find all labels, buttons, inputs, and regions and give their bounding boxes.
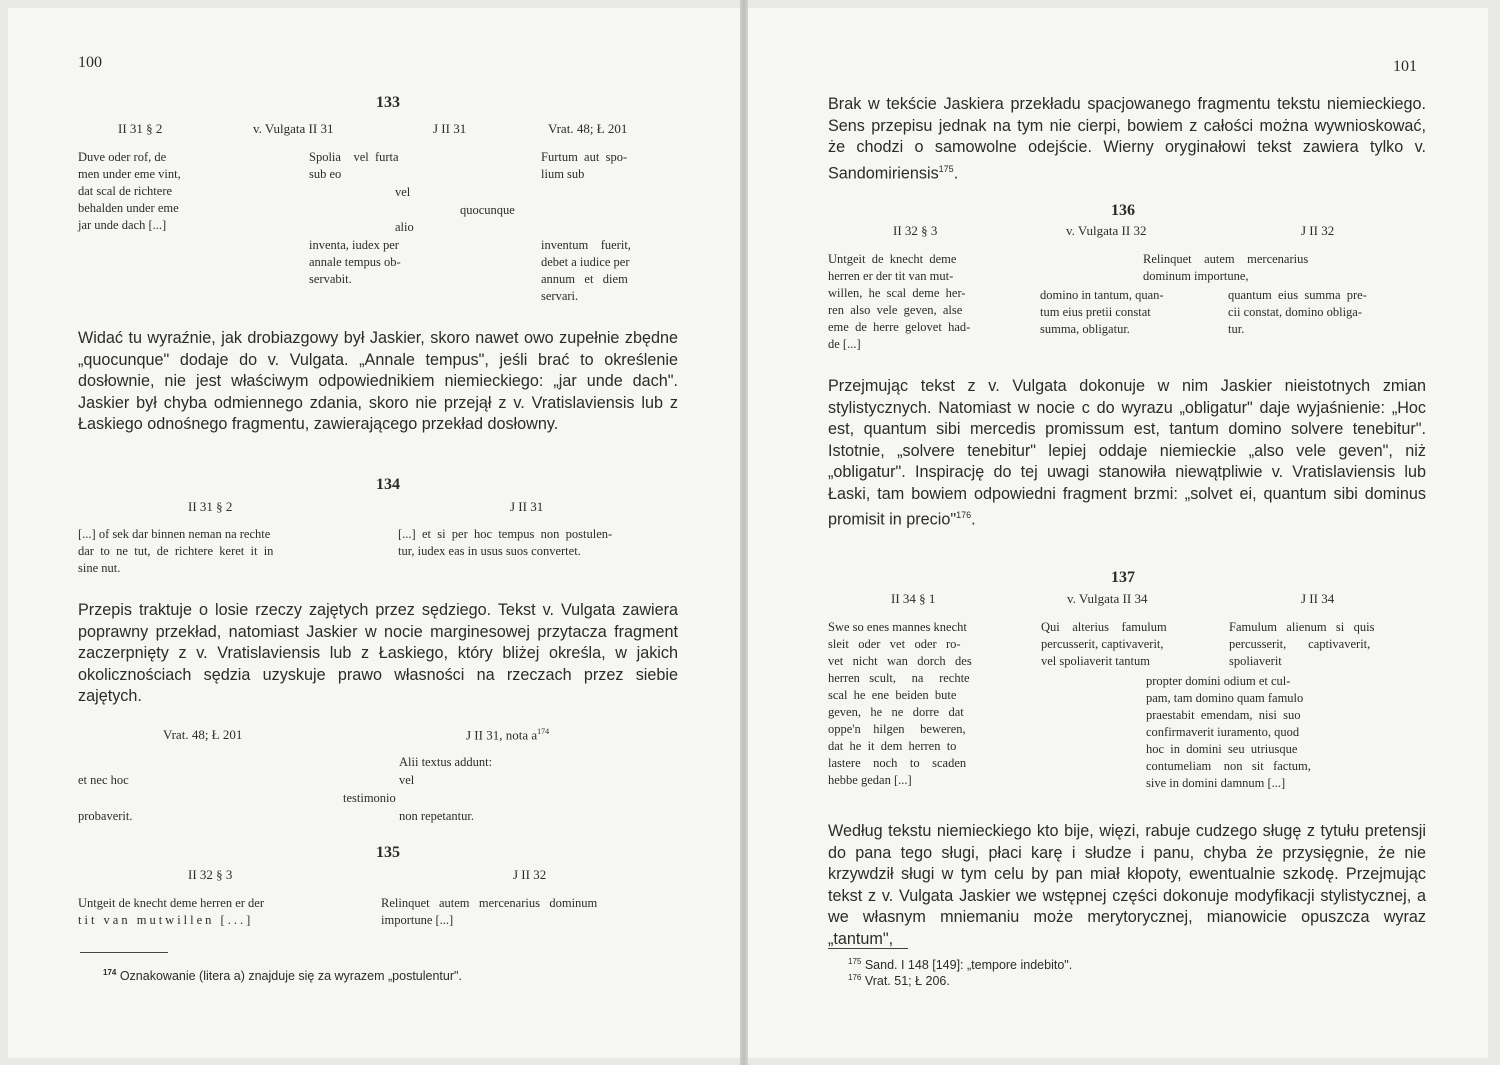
vrat-text: inventum fuerit, debet a iudice per annum et diem servari. — [541, 238, 631, 303]
german-text: [...] of sek dar binnen neman na rechte dar to ne tut, de richtere keret it in sine nut. — [78, 527, 274, 575]
column-header: Vrat. 48; Ł 201 — [548, 121, 628, 136]
body-paragraph: Przejmując tekst z v. Vulgata dokonuje w nim Jaskier nieistotnych zmian stylistycznych. Natomiast w nocie c do wyrazu „obligatur" daje wyjaśnienie: „Hoc est, quantum sibi mercedis promissum est, tantum domino solvere tenebitur". Istotnie, „solvere tenebitur" lepiej oddaje niemieckie „also vele geven", niż „obligatur". Inspirację do tej uwagi stanowiła niewątpliwie v. Vratislaviensis lub Łaski, tam bowiem odpowiedni fragment brzmi: „solvet ei, quantum sibi dominus promisit in precio"$^{176}$. — [828, 377, 1426, 529]
section-number-133: 133 — [376, 94, 400, 111]
column-header: J II 31 — [433, 121, 467, 136]
jaskier-text: Relinquet autem mercenarius dominum importune [...] — [381, 896, 598, 927]
vulgata-text: alio — [395, 220, 414, 234]
vrat-text: Furtum aut spo- lium sub — [541, 150, 628, 181]
column-header: II 32 § 3 — [188, 867, 233, 882]
vulgata-text: Qui alterius famulum percusserit, captivaverit, vel spoliaverit tantum — [1041, 620, 1167, 668]
jaskier-text: quocunque — [460, 203, 515, 217]
vulgata-text: vel — [395, 185, 411, 199]
jaskier-note-text: vel — [399, 773, 415, 787]
section-number-134: 134 — [376, 476, 400, 493]
book-gutter — [740, 0, 748, 1065]
note-text: testimonio — [343, 791, 396, 805]
column-header: v. Vulgata II 32 — [1066, 223, 1147, 238]
vrat-text: et nec hoc — [78, 773, 129, 787]
column-header: II 34 § 1 — [891, 591, 936, 606]
body-paragraph: Brak w tekście Jaskiera przekładu spacjowanego fragmentu tekstu niemieckiego. Sens przepisu jednak na tym nie cierpi, bowiem z całości można wywnioskować, że chodzi o samowolne odejście. Wierny oryginałowi tekst zawiera tylko v. Sandomiriensis$^{175}$. — [828, 95, 1426, 182]
column-header: J II 31, nota $a^{174}$ — [466, 727, 550, 743]
section-number-137: 137 — [1111, 569, 1135, 586]
vulgata-text: Spolia vel furta sub eo — [309, 150, 399, 181]
jaskier-text: Relinquet autem mercenarius dominum importune, — [1143, 252, 1309, 283]
vrat-text: probaverit. — [78, 809, 133, 823]
vulgata-text: inventa, iudex per annale tempus ob- servabit. — [309, 238, 401, 286]
jaskier-note-text: non repetantur. — [399, 809, 474, 823]
column-header: II 32 § 3 — [893, 223, 938, 238]
jaskier-text: quantum eius summa pre- cii constat, domino obliga- tur. — [1228, 288, 1367, 336]
footnote-175: $^{175}$ Sand. I 148 [149]: „tempore indebito". — [848, 957, 1073, 973]
column-header: J II 34 — [1301, 591, 1335, 606]
column-header: J II 31 — [510, 499, 544, 514]
footnote-rule — [828, 948, 908, 949]
body-paragraph: Widać tu wyraźnie, jak drobiazgowy był Jaskier, skoro nawet owo zupełnie zbędne „quocunque" dodaje do v. Vulgata. „Annale tempus", jeśli brać to określenie dosłownie, nie jest właściwym odpowiednikiem niemieckiego: „jar unde dach". Jaskier był chyba odmiennego zdania, skoro nie przejął z v. Vratislaviensis lub z Łaskiego odnośnego fragmentu, zawierającego przekład dosłowny. — [78, 329, 678, 433]
body-paragraph: Według tekstu niemieckiego kto bije, więzi, rabuje cudzego sługę z tytułu pretensji do pana tego sługi, płaci karę i słudze i panu, chyba że przysięgnie, że nie krzywdził sługi w tym celu by pan miał kłopoty, ewentualnie szkodę. Przejmując tekst z v. Vulgata Jaskier we wstępnej części dokonuje modyfikacji stylistycznej, a we własnym mniemaniu może merytorycznej, mianowicie opuszcza wyraz „tantum", — [828, 822, 1426, 948]
german-text-spaced: tit van mutwillen [...] — [78, 913, 254, 927]
column-header: II 31 § 2 — [188, 499, 233, 514]
vulgata-text: domino in tantum, quan- tum eius pretii constat summa, obligatur. — [1040, 288, 1164, 336]
footnote-174: $^{174}$ Oznakowanie (litera a) znajduje się za wyrazem „postulentur". — [103, 968, 462, 984]
column-header: Vrat. 48; Ł 201 — [163, 727, 243, 742]
page-number: 101 — [1393, 58, 1417, 75]
footnote-rule — [80, 952, 168, 953]
jaskier-note-text: Alii textus addunt: — [399, 755, 493, 769]
left-page — [8, 8, 740, 1058]
column-header: J II 32 — [513, 867, 547, 882]
jaskier-text: Famulum alienum si quis percusserit, captivaverit, spoliaverit — [1229, 620, 1375, 668]
section-number-135: 135 — [376, 844, 400, 861]
german-text: Duve oder rof, de men under eme vint, dat scal de richtere behalden under eme jar unde dach [...] — [78, 150, 181, 232]
footnote-176: $^{176}$ Vrat. 51; Ł 206. — [848, 973, 950, 989]
jaskier-text: propter domini odium et cul- pam, tam domino quam famulo praestabit emendam, nisi suo confirmaverit iuramento, quod hoc in domini seu utriusque contumeliam non sit factum, sive in domini damnum [...] — [1146, 674, 1311, 790]
german-text: Untgeit de knecht deme herren er der — [78, 896, 265, 910]
jaskier-text: [...] et si per hoc tempus non postulen- tur, iudex eas in usus suos convertet. — [398, 527, 613, 558]
section-number-136: 136 — [1111, 202, 1135, 219]
column-header: II 31 § 2 — [118, 121, 163, 136]
page-number: 100 — [78, 54, 102, 71]
column-header: J II 32 — [1301, 223, 1335, 238]
column-header: v. Vulgata II 31 — [253, 121, 334, 136]
body-paragraph: Przepis traktuje o losie rzeczy zajętych przez sędziego. Tekst v. Vulgata zawiera poprawny przekład, natomiast Jaskier w nocie marginesowej przytacza fragment zaczerpnięty z v. Vratislaviensis lub z Łaskiego, który bliżej określa, w jakich okolicznościach sędzia uzyskuje prawo własności na rzeczach przez siebie zajętych. — [78, 601, 678, 705]
german-text: Untgeit de knecht deme herren er der tit van mut- willen, he scal deme her- ren also vele geven, alse eme de herre gelovet had- de [...] — [828, 252, 971, 351]
right-page — [748, 8, 1488, 1058]
german-text: Swe so enes mannes knecht sleit oder vet oder ro- vet nicht wan dorch des herren scult, na rechte scal he ene beiden bute geven, he ne dorre dat oppe'n hilgen beweren, dat he it dem herren to lastere noch to scaden hebbe gedan [...] — [828, 620, 972, 787]
column-header: v. Vulgata II 34 — [1067, 591, 1148, 606]
